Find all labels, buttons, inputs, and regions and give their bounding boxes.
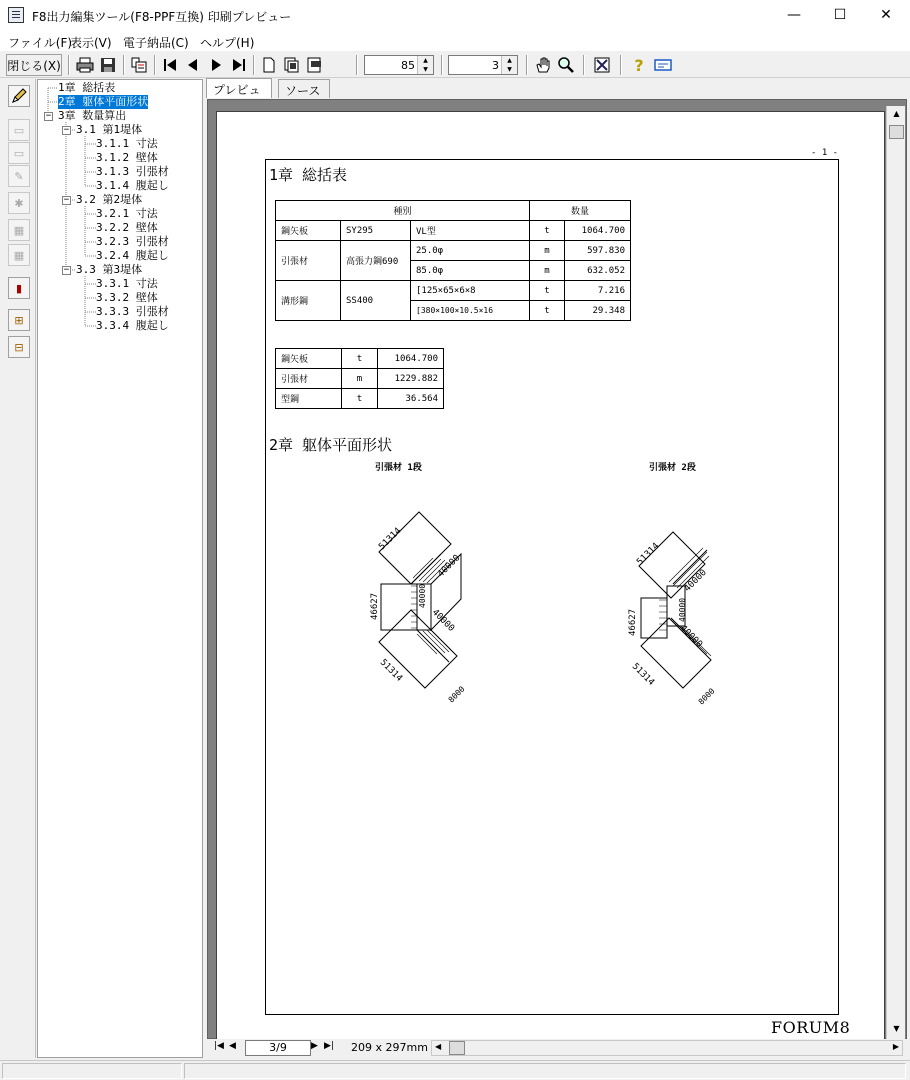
outline-tree[interactable]	[37, 79, 203, 1058]
tree-node[interactable]: 3.1.2 壁体	[96, 151, 158, 164]
fit-icon[interactable]	[591, 54, 613, 76]
tree-node[interactable]: 3.1.4 腹起し	[96, 179, 169, 192]
table-cell: [125×65×6×8	[411, 281, 530, 301]
table-cell: t	[530, 221, 565, 241]
preview-area[interactable]	[207, 99, 907, 1039]
tree-node[interactable]: 3.3.4 腹起し	[96, 319, 169, 332]
page-navigation-bar	[207, 1039, 907, 1057]
next-page-icon[interactable]	[205, 54, 227, 76]
table-cell: 型鋼	[276, 389, 342, 409]
table-cell: SY295	[341, 221, 411, 241]
tree-node[interactable]: 3.3.1 寸法	[96, 277, 158, 290]
last-page-icon[interactable]	[228, 54, 250, 76]
dim-label: 51314	[629, 661, 657, 688]
toolbar-separator	[526, 55, 528, 75]
dim-label: 51314	[377, 526, 404, 553]
table-cell: 29.348	[565, 301, 631, 321]
table-header-kind: 種別	[276, 201, 530, 221]
pages-value: 3	[492, 59, 499, 72]
table-cell: t	[530, 281, 565, 301]
tree-node[interactable]: 3章 数量算出	[58, 109, 127, 122]
pages-spinner[interactable]	[448, 55, 518, 75]
window-title: F8出力編集ツール(F8-PPF互換) 印刷プレビュー	[32, 10, 292, 24]
menu-bar	[0, 31, 910, 51]
plan-drawing-2	[611, 454, 811, 714]
zoom-spin-arrows[interactable]: ▲ ▼	[417, 56, 433, 74]
help-icon[interactable]: ?	[634, 55, 644, 75]
collapse-toggle[interactable]: −	[63, 195, 70, 205]
dim-label: 46627	[370, 592, 380, 620]
table-cell: 高張力鋼690	[341, 241, 411, 281]
page-list-icon[interactable]	[128, 54, 150, 76]
plan-drawing-svg	[337, 474, 537, 724]
close-preview-button[interactable]: 閉じる(X)	[6, 54, 62, 76]
tool-a-icon[interactable]: ✎	[8, 165, 30, 187]
ungroup-icon[interactable]: ▦	[8, 244, 30, 266]
collapse-toggle[interactable]: −	[45, 111, 52, 121]
table-header-qty: 数量	[530, 201, 631, 221]
dim-label: 40000	[677, 623, 705, 650]
toolbar-separator	[441, 55, 443, 75]
table-cell: 36.564	[378, 389, 444, 409]
save-icon[interactable]	[97, 54, 119, 76]
maximize-button[interactable]: ☐	[833, 7, 847, 23]
hierarchy-icon[interactable]: ⊟	[8, 336, 30, 358]
tree-node[interactable]: 3.2.4 腹起し	[96, 249, 169, 262]
table-cell: [380×100×10.5×16	[411, 301, 530, 321]
table-row	[276, 369, 444, 389]
toolbar-separator	[123, 55, 125, 75]
toolbar	[0, 52, 910, 78]
plan-drawing-svg	[611, 474, 811, 724]
drawing-title: 引張材 2段	[649, 463, 696, 473]
close-window-button[interactable]: ✕	[880, 7, 892, 23]
layer-icon[interactable]: ▭	[8, 119, 30, 141]
summary-table	[275, 200, 631, 321]
edit-pencil-icon[interactable]	[8, 85, 30, 107]
single-page-icon[interactable]	[258, 54, 280, 76]
nav-prev-icon[interactable]: ◀	[229, 1041, 236, 1051]
scroll-thumb[interactable]	[449, 1041, 465, 1055]
toolbar-separator	[68, 55, 70, 75]
table-cell: 632.052	[565, 261, 631, 281]
tree-node[interactable]: 3.1 第1堤体	[76, 123, 143, 136]
collapse-toggle[interactable]: −	[63, 265, 70, 275]
zoom-spinner[interactable]	[364, 55, 434, 75]
zoom-value: 85	[401, 59, 415, 72]
print-icon[interactable]	[74, 54, 96, 76]
vertical-scrollbar[interactable]	[886, 106, 905, 1039]
table-row	[276, 281, 631, 301]
tree-node[interactable]: 3.3.2 壁体	[96, 291, 158, 304]
tree-node[interactable]: 1章 総括表	[58, 81, 116, 94]
nav-first-icon[interactable]: |◀	[214, 1041, 224, 1051]
preview-page	[216, 111, 885, 1041]
prev-page-icon[interactable]	[182, 54, 204, 76]
table-cell: t	[530, 301, 565, 321]
layer-stack-icon[interactable]: ▭	[8, 142, 30, 164]
menu-file[interactable]: ファイル(F)	[8, 36, 73, 50]
forum8-logo: FORUM8	[771, 1018, 851, 1037]
dim-label: 51314	[635, 541, 662, 568]
status-bar	[0, 1060, 910, 1080]
app-icon	[8, 7, 24, 23]
table-cell: 引張材	[276, 241, 341, 281]
zoom-icon[interactable]	[555, 54, 577, 76]
table-cell: 7.216	[565, 281, 631, 301]
dim-label: 40000	[678, 597, 687, 622]
table-cell: 85.0φ	[411, 261, 530, 281]
menu-view[interactable]: 表示(V)	[70, 36, 112, 50]
minimize-button[interactable]: —	[787, 7, 801, 23]
scroll-down-arrow[interactable]: ▼	[893, 1024, 900, 1033]
dim-label: 40000	[429, 607, 457, 634]
tree-node[interactable]: 3.3 第3堤体	[76, 263, 143, 276]
table-cell: 1064.700	[565, 221, 631, 241]
tab-preview[interactable]: プレビュ	[206, 78, 272, 98]
scroll-left-arrow[interactable]: ◀	[435, 1042, 442, 1051]
nav-next-icon[interactable]: ▶	[311, 1041, 318, 1051]
dim-label: 40000	[418, 583, 427, 608]
chapter2-heading: 2章 躯体平面形状	[269, 436, 393, 454]
toolbar-separator	[154, 55, 156, 75]
dim-label: 46627	[628, 608, 638, 636]
table-cell: 引張材	[276, 369, 342, 389]
dim-label: 51314	[377, 657, 405, 684]
status-panel	[184, 1063, 906, 1079]
pages-spin-arrows[interactable]: ▲ ▼	[501, 56, 517, 74]
scroll-thumb[interactable]	[889, 125, 904, 139]
table-row	[276, 241, 631, 261]
side-toolbar	[0, 79, 36, 1058]
tree-node[interactable]: 3.1.1 寸法	[96, 137, 158, 150]
tab-source[interactable]: ソース	[278, 79, 330, 98]
toolbar-separator	[253, 55, 255, 75]
tree-node[interactable]: 3.2.2 壁体	[96, 221, 158, 234]
table-cell: 溝形鋼	[276, 281, 341, 321]
chapter1-heading: 1章 総括表	[269, 166, 348, 184]
table-cell: m	[530, 241, 565, 261]
horizontal-scrollbar[interactable]	[431, 1040, 903, 1056]
toolbar-separator	[583, 55, 585, 75]
tree-node[interactable]: 3.2 第2堤体	[76, 193, 143, 206]
toolbar-separator	[620, 55, 622, 75]
totals-table	[275, 348, 444, 409]
first-page-icon[interactable]	[159, 54, 181, 76]
status-panel	[2, 1063, 182, 1079]
table-cell: m	[342, 369, 378, 389]
nav-last-icon[interactable]: ▶|	[324, 1041, 334, 1051]
table-cell: 1229.882	[378, 369, 444, 389]
table-row	[276, 349, 444, 369]
tree-node[interactable]: 2章 躯体平面形状	[58, 95, 149, 108]
tree-node[interactable]: 3.2.3 引張材	[96, 235, 169, 248]
toolbar-separator	[356, 55, 358, 75]
tree-node[interactable]: 3.3.3 引張材	[96, 305, 169, 318]
menu-help[interactable]: ヘルプ(H)	[200, 36, 255, 50]
page-number: - 1 -	[811, 148, 839, 158]
table-cell: t	[342, 389, 378, 409]
tool-b-icon[interactable]: ✱	[8, 192, 30, 214]
drawing-title: 引張材 1段	[375, 463, 422, 473]
info-icon[interactable]	[652, 54, 674, 76]
title-bar	[0, 0, 910, 31]
multi-page-icon[interactable]	[304, 54, 326, 76]
tree-node[interactable]: 3.2.1 寸法	[96, 207, 158, 220]
tree-node[interactable]: 3.1.3 引張材	[96, 165, 169, 178]
table-cell: 鋼矢板	[276, 349, 342, 369]
table-cell: VL型	[411, 221, 530, 241]
menu-electronic-delivery[interactable]: 電子納品(C)	[123, 36, 189, 50]
paper-size-label: 209 x 297mm	[351, 1041, 428, 1054]
book-icon[interactable]: ▮	[8, 277, 30, 299]
table-cell: m	[530, 261, 565, 281]
scroll-up-arrow[interactable]: ▲	[893, 109, 900, 118]
page-number-field[interactable]: 3/9	[245, 1040, 311, 1056]
group-icon[interactable]: ▦	[8, 219, 30, 241]
plan-drawing-1	[337, 454, 537, 714]
table-cell: 鋼矢板	[276, 221, 341, 241]
dim-label: 8000	[446, 684, 467, 705]
table-row	[276, 389, 444, 409]
tree-icon[interactable]: ⊞	[8, 309, 30, 331]
table-cell: 25.0φ	[411, 241, 530, 261]
table-row	[276, 221, 631, 241]
dim-label: 8000	[696, 686, 717, 707]
two-page-icon[interactable]	[281, 54, 303, 76]
dim-label: 40000	[436, 553, 463, 580]
table-cell: 597.830	[565, 241, 631, 261]
table-cell: t	[342, 349, 378, 369]
hand-icon[interactable]	[532, 54, 554, 76]
collapse-toggle[interactable]: −	[63, 125, 70, 135]
dim-label: 40000	[682, 567, 709, 595]
scroll-right-arrow[interactable]: ▶	[892, 1042, 899, 1051]
table-cell: SS400	[341, 281, 411, 321]
table-cell: 1064.700	[378, 349, 444, 369]
